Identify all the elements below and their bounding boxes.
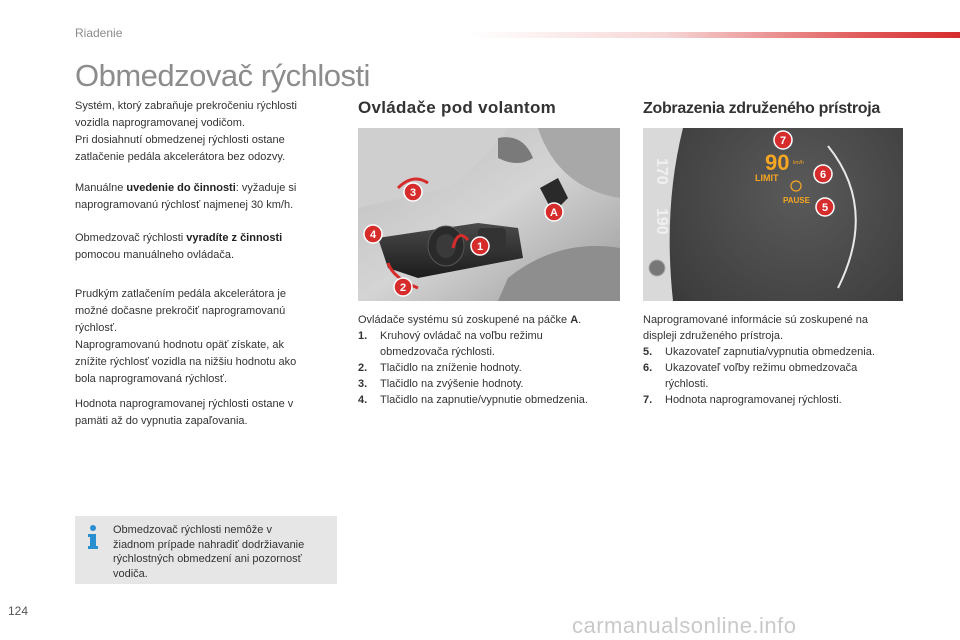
text-line: Obmedzovač rýchlosti nemôže v <box>113 524 272 536</box>
item-number: 6. <box>643 362 653 374</box>
text-line: pomocou manuálneho ovládača. <box>75 249 235 261</box>
list-item <box>643 344 913 360</box>
item-text: Hodnota naprogramovanej rýchlosti. <box>665 394 842 406</box>
text-line: znížite rýchlosť vozidla na nižšiu hodnotu ako <box>75 356 297 368</box>
callout-label: 1 <box>476 241 484 253</box>
header-rule <box>470 32 960 38</box>
item-number: 5. <box>643 346 653 358</box>
section-label: Riadenie <box>75 26 123 40</box>
callout-A <box>545 203 563 221</box>
text-line: : vyžaduje si <box>235 182 297 194</box>
text-line: žiadnom prípade nahradiť dodržiavanie <box>113 538 305 551</box>
memory-paragraph <box>75 396 343 430</box>
cluster-illustration <box>643 128 903 301</box>
callout-label: 5 <box>821 202 829 214</box>
callout-label: 6 <box>819 169 827 181</box>
list-item <box>358 376 628 392</box>
text-line: Obmedzovač rýchlosti <box>75 232 187 244</box>
lcd-limit: LIMIT <box>755 173 779 183</box>
callout-label: 3 <box>409 187 417 199</box>
display-intro <box>643 312 913 344</box>
deactivation-paragraph <box>75 230 343 264</box>
bold-term: uvedenie do činnosti <box>126 182 236 194</box>
callout-label: 2 <box>399 282 407 294</box>
lcd-speed: 90 <box>765 150 790 175</box>
scale-label: 190 <box>653 208 670 235</box>
item-text: Ukazovateľ zapnutia/vypnutia obmedzenia. <box>665 346 875 358</box>
text-line: pamäti až do vypnutia zapaľovania. <box>75 415 248 427</box>
callout-label: A <box>550 207 558 219</box>
instrument-cluster-photo <box>643 128 903 301</box>
list-item <box>643 392 913 408</box>
item-number: 4. <box>358 394 368 406</box>
list-item <box>358 360 628 376</box>
steering-controls-photo <box>358 128 620 301</box>
text-line: Ovládače systému sú zoskupené na páčke <box>358 314 571 326</box>
text-line: rýchlostných obmedzení ani pozornosť <box>113 553 302 565</box>
watermark: carmanualsonline.info <box>572 613 797 638</box>
item-number: 2. <box>358 362 368 374</box>
page-title: Obmedzovač rýchlosti <box>75 58 370 93</box>
intro-paragraph <box>75 98 343 166</box>
text-line: obmedzovača rýchlosti. <box>380 346 495 358</box>
callout-1 <box>471 237 489 255</box>
controls-heading: Ovládače pod volantom <box>358 98 557 117</box>
text-line: rýchlosti. <box>665 378 709 390</box>
callout-7 <box>774 131 792 149</box>
text-line: bola naprogramovaná rýchlosť. <box>75 373 228 385</box>
item-number: 3. <box>358 378 368 390</box>
item-text: Tlačidlo na zapnutie/vypnutie obmedzenia. <box>380 394 588 406</box>
text-line: vodiča. <box>113 567 148 580</box>
text-line: Hodnota naprogramovanej rýchlosti ostane v <box>75 398 294 410</box>
item-number: 7. <box>643 394 653 406</box>
item-text <box>380 328 543 360</box>
lcd-pause: PAUSE <box>783 196 810 205</box>
text-line: Kruhový ovládač na voľbu režimu <box>380 330 543 342</box>
bold-term: A <box>570 314 579 326</box>
text-line: Naprogramované informácie sú zoskupené na <box>643 314 869 326</box>
item-text: Tlačidlo na zvýšenie hodnoty. <box>380 378 524 390</box>
list-item <box>643 360 913 392</box>
override-paragraph <box>75 286 343 388</box>
controls-list <box>358 328 628 408</box>
lcd-unit: km/h <box>793 160 804 166</box>
text-line: rýchlosť. <box>75 322 118 334</box>
text-line: Systém, ktorý zabraňuje prekročeniu rýchlosti <box>75 100 297 112</box>
text-line: Pri dosiahnutí obmedzenej rýchlosti ostane <box>75 134 285 146</box>
callout-3 <box>404 183 422 201</box>
text-line: zatlačenie pedála akcelerátora bez odozvy. <box>75 151 286 163</box>
info-text <box>113 523 331 581</box>
callout-label: 4 <box>369 229 377 241</box>
text-line: vozidla naprogramovanej vodičom. <box>75 117 245 129</box>
text-line: displeji združeného prístroja. <box>643 330 784 342</box>
page-number: 124 <box>8 604 29 618</box>
item-number: 1. <box>358 330 368 342</box>
callout-4 <box>364 225 382 243</box>
activation-paragraph <box>75 180 343 214</box>
text-line: možné dočasne prekročiť naprogramovanú <box>75 305 286 317</box>
text-line: . <box>578 314 582 326</box>
info-icon <box>85 524 101 550</box>
text-line: Prudkým zatlačením pedála akcelerátora je <box>75 288 286 300</box>
text-line: naprogramovanú rýchlosť najmenej 30 km/h. <box>75 199 294 211</box>
display-list <box>643 344 913 408</box>
text-line: Manuálne <box>75 182 127 194</box>
display-heading: Zobrazenia združeného prístroja <box>643 100 880 117</box>
item-text: Tlačidlo na zníženie hodnoty. <box>380 362 522 374</box>
callout-label: 7 <box>779 135 787 147</box>
list-item <box>358 392 628 408</box>
info-note <box>75 516 337 584</box>
callout-2 <box>394 278 412 296</box>
stalk-illustration <box>358 128 620 301</box>
bold-term: vyradíte z činnosti <box>186 232 283 244</box>
text-line: Ukazovateľ voľby režimu obmedzovača <box>665 362 858 374</box>
callout-5 <box>816 198 834 216</box>
callout-6 <box>814 165 832 183</box>
text-line: Naprogramovanú hodnotu opäť získate, ak <box>75 339 284 351</box>
item-text <box>665 360 857 392</box>
list-item <box>358 328 628 360</box>
scale-label: 170 <box>653 158 670 185</box>
controls-intro <box>358 312 628 328</box>
